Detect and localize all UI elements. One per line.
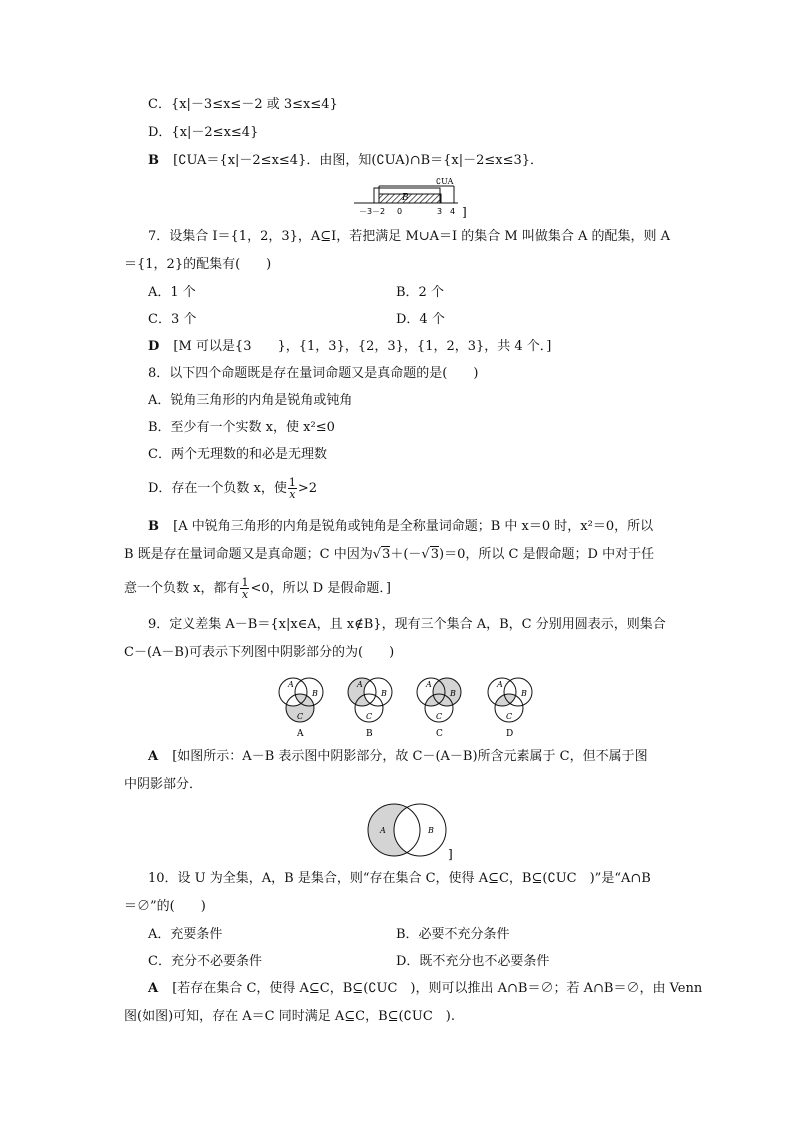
q9-stem-line1: 9．定义差集 A－B＝{x|x∈A，且 x∉B}，现有三个集合 A，B，C 分别用圆表示，则集合 (148, 617, 666, 632)
venn-option-b (348, 678, 392, 722)
q8-answer-text2-pre: B 既是存在量词命题又是真命题；C 中因为 (124, 547, 373, 562)
circle-label-c: C (366, 712, 373, 721)
circle-label-b: B (312, 689, 318, 698)
sqrt-radicand: 3 (382, 547, 391, 562)
q9-answer-line1 (148, 748, 648, 766)
q10-answer-line1 (148, 980, 702, 998)
venn-option-label: A (297, 729, 304, 739)
venn-option-label: D (506, 729, 514, 739)
q8-answer-line1 (148, 518, 653, 536)
q9-answer-venn-figure (366, 800, 462, 862)
q9-answer-text1: [如图所示：A－B 表示图中阴影部分，故 C－(A－B)所含元素属于 C，但不属于图 (172, 749, 648, 764)
q8-answer-text1: [A 中锐角三角形的内角是锐角或钝角是全称量词命题；B 中 x＝0 时，x²＝0，所以 (173, 519, 654, 534)
q8-answer-text3-post: <0，所以 D 是假命题．] (250, 581, 391, 596)
circle-label-a: A (426, 680, 432, 689)
intersection-hatched-region (379, 194, 441, 203)
q9-answer-line2: 中阴影部分． (124, 777, 203, 792)
q10-option-b: B．必要不充分条件 (396, 927, 510, 942)
q10-answer-letter: A (148, 981, 159, 996)
q8-option-c: C．两个无理数的和必是无理数 (148, 447, 327, 462)
circle-label-a: A (380, 826, 386, 835)
q8-answer-line3 (124, 576, 391, 602)
fraction-denominator: x (289, 488, 296, 501)
tick-label: 3 (437, 207, 443, 216)
venn-option-label: B (366, 729, 373, 739)
tick-label: 4 (450, 207, 456, 216)
circle-label-b: B (428, 826, 434, 835)
q6-number-line-figure (350, 176, 480, 218)
tick-label: －3 (359, 207, 373, 216)
q8-stem: 8．以下四个命题既是存在量词命题又是真命题的是( ) (148, 366, 479, 381)
fraction-numerator: 1 (288, 476, 296, 489)
circle-label-c: C (436, 712, 443, 721)
venn-option-c (417, 678, 461, 722)
q8-answer-text3-pre: 意一个负数 x，都有 (124, 581, 240, 596)
q8-option-d-post: >2 (297, 481, 318, 496)
q7-stem-line2: ＝{1，2}的配集有( ) (124, 257, 272, 272)
circle-label-b: B (521, 689, 527, 698)
q10-answer-text1: [若存在集合 C，使得 A⊆C，B⊆(∁UC )，则可以推出 A∩B＝∅；若 A∩B＝∅，由 Venn (172, 981, 703, 996)
q8-answer-text2-mid: ＋(－ (390, 547, 422, 562)
q7-option-c: C．3 个 (148, 312, 197, 327)
sqrt-radicand: 3 (430, 547, 439, 562)
label-cua: ∁UA (436, 177, 454, 186)
venn-option-d (488, 678, 532, 722)
fraction-denominator: x (241, 588, 249, 601)
q6-answer (148, 152, 543, 170)
q8-option-d-fraction (288, 477, 297, 500)
q9-answer-letter: A (148, 749, 159, 764)
q8-answer-line2 (124, 546, 654, 564)
circle-label-b: B (381, 689, 387, 698)
q6-option-d: D．{x|－2≤x≤4} (148, 125, 259, 140)
q6-answer-letter: B (148, 153, 159, 168)
q8-answer-fraction (240, 577, 249, 600)
q10-option-c: C．充分不必要条件 (148, 954, 262, 969)
closing-bracket: ] (448, 847, 453, 861)
venn-circle-b (504, 678, 532, 706)
circle-label-a: A (357, 680, 363, 689)
q8-option-a: A．锐角三角形的内角是锐角或钝角 (148, 393, 353, 408)
q8-option-b: B．至少有一个实数 x，使 x²≤0 (148, 420, 335, 435)
circle-label-c: C (506, 712, 513, 721)
circle-label-b: B (450, 689, 456, 698)
q7-option-b: B．2 个 (396, 285, 444, 300)
q9-stem-line2: C－(A－B)可表示下列图中阴影部分的为( ) (124, 645, 395, 660)
q7-answer (148, 338, 551, 356)
q9-venn-options-figure (276, 672, 552, 740)
q8-option-d-pre: D．存在一个负数 x，使 (148, 481, 287, 496)
q7-answer-letter: D (148, 339, 160, 354)
fraction-numerator: 1 (241, 576, 249, 589)
q10-option-d: D．既不充分也不必要条件 (396, 954, 550, 969)
venn-option-label: C (436, 729, 443, 739)
q8-answer-text2-post: )＝0，所以 C 是假命题；D 中对于任 (439, 547, 655, 562)
label-b: B (402, 193, 409, 203)
tick-label: 0 (397, 207, 403, 216)
circle-label-c: C (297, 712, 304, 721)
closing-bracket: ] (462, 205, 467, 218)
q6-answer-text: [∁UA＝{x|－2≤x≤4}．由图，知(∁UA)∩B＝{x|－2≤x≤3}． (173, 153, 544, 168)
tick-label: －2 (372, 207, 386, 216)
sqrt-sign: √ (421, 547, 430, 562)
q7-stem-line1: 7．设集合 I＝{1，2，3}，A⊆I，若把满足 M∪A＝I 的集合 M 叫做集合 A 的配集，则 A (148, 229, 671, 244)
q8-answer-letter: B (148, 519, 159, 534)
circle-label-a: A (497, 680, 503, 689)
q8-option-d (148, 476, 317, 502)
q10-stem-line1: 10．设 U 为全集，A，B 是集合，则“存在集合 C，使得 A⊆C，B⊆(∁UC )”是“A∩B (148, 871, 651, 886)
q7-option-a: A．1 个 (148, 285, 196, 300)
circle-label-a: A (288, 680, 294, 689)
venn-option-a (279, 678, 323, 722)
q7-answer-text: [M 可以是{3 }，{1，3}，{2，3}，{1，2，3}，共 4 个．] (173, 339, 552, 354)
q6-option-c: C．{x|－3≤x≤－2 或 3≤x≤4} (148, 97, 338, 112)
sqrt-sign: √ (372, 547, 382, 562)
q10-answer-line2: 图(如图)可知，存在 A＝C 同时满足 A⊆C，B⊆(∁UC ). (124, 1009, 455, 1024)
q7-option-d: D．4 个 (396, 312, 445, 327)
q10-option-a: A．充要条件 (148, 927, 223, 942)
q10-stem-line2: ＝∅”的( ) (124, 899, 206, 914)
